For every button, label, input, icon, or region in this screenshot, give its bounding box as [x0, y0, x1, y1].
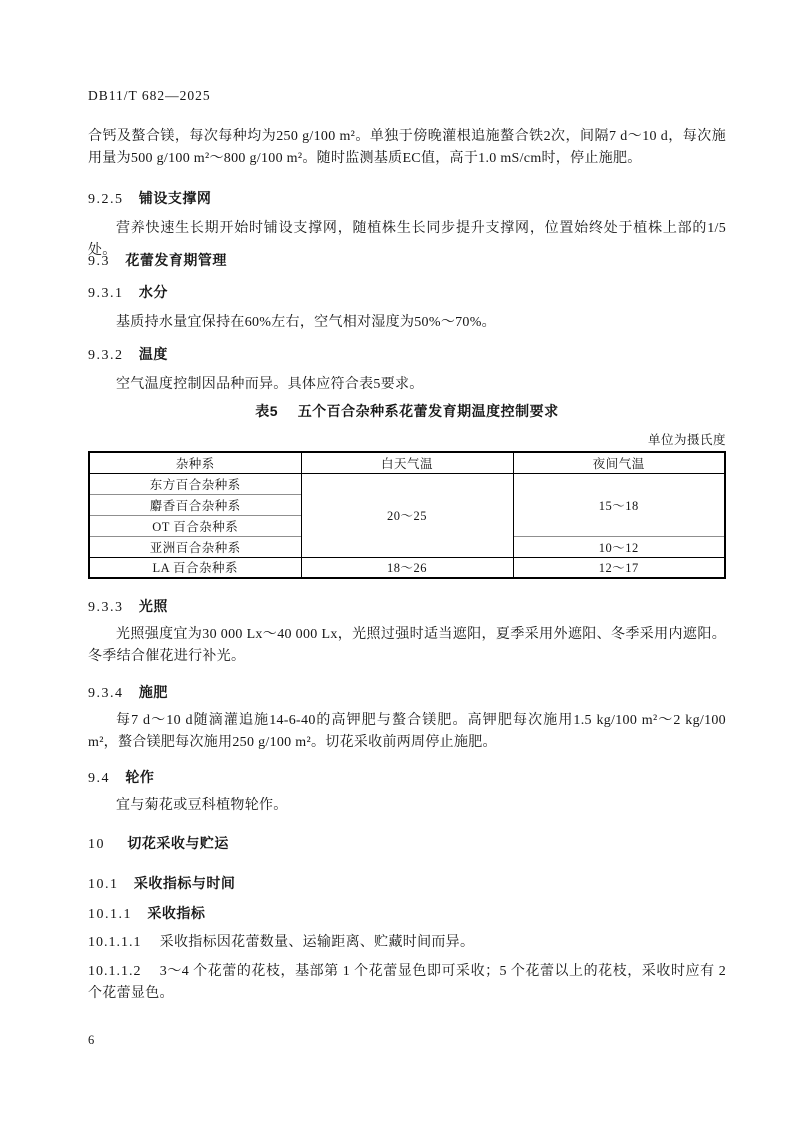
- table-row: [89, 473, 725, 494]
- heading-9-3-3: [88, 597, 726, 617]
- heading-9-4: [88, 768, 726, 788]
- table5-temperature-control: [88, 451, 726, 579]
- standard-number-header: DB11/T 682—2025: [88, 88, 211, 103]
- table-row: [89, 557, 725, 578]
- heading-title: 水分: [138, 284, 168, 300]
- cell-series-longiflorum: 麝香百合杂种系: [89, 494, 301, 515]
- heading-number: 9.3.3: [88, 600, 124, 615]
- cell-day-temp-merged: 20～25: [301, 473, 513, 557]
- paragraph-10-1-1-1: [88, 932, 726, 954]
- heading-number: 9.3.2: [88, 348, 124, 363]
- heading-number: 10: [88, 837, 105, 852]
- heading-number: 9.4: [88, 771, 110, 786]
- heading-number: 9.3: [88, 254, 110, 269]
- clause-number: 10.1.1.1: [88, 935, 142, 950]
- cell-night-temp-merged: 15～18: [513, 473, 725, 536]
- heading-9-3-4: [88, 683, 726, 703]
- paragraph-rotation: 宜与菊花或豆科植物轮作。: [116, 798, 288, 813]
- paragraph-light: 光照强度宜为30 000 Lx～40 000 Lx，光照过强时适当遮阳，夏季采用外遮阳、冬季采用内遮阳。冬季结合催花进行补光。: [88, 627, 726, 664]
- heading-number: 9.3.1: [88, 286, 124, 301]
- heading-title: 铺设支撑网: [138, 190, 212, 206]
- cell-series-oriental: 东方百合杂种系: [89, 473, 301, 494]
- table5-unit-note: 单位为摄氏度: [647, 433, 726, 447]
- cell-series-ot: OT 百合杂种系: [89, 515, 301, 536]
- cell-night-temp-la: 12～17: [513, 557, 725, 578]
- heading-9-2-5: [88, 189, 726, 209]
- heading-title: 轮作: [125, 769, 155, 785]
- clause-number: 10.1.1.2: [88, 964, 142, 979]
- heading-title: 光照: [138, 598, 168, 614]
- heading-10: [88, 834, 726, 854]
- heading-number: 10.1: [88, 877, 119, 892]
- table5-caption: [88, 401, 726, 421]
- paragraph-moisture: 基质持水量宜保持在60%左右，空气相对湿度为50%～70%。: [116, 315, 496, 330]
- heading-9-3-2: [88, 345, 726, 365]
- table5-caption-text: 五个百合杂种系花蕾发育期温度控制要求: [297, 403, 559, 419]
- table5-caption-label: 表5: [255, 403, 279, 419]
- heading-10-1-1: [88, 904, 726, 924]
- cell-series-asiatic: 亚洲百合杂种系: [89, 536, 301, 557]
- paragraph-fertilizer-continuation: 合钙及螯合镁，每次每种均为250 g/100 m²。单独于傍晚灌根追施螯合铁2次，间隔7 d～10 d，每次施用量为500 g/100 m²～800 g/100 m²。随时监测基质EC值，高于1.0 mS/cm时，停止施肥。: [88, 129, 726, 166]
- paragraph-10-1-1-2: [88, 961, 726, 1005]
- heading-title: 花蕾发育期管理: [125, 252, 227, 268]
- table-header-row: [89, 452, 725, 473]
- column-header-hybrid-series: 杂种系: [89, 452, 301, 473]
- heading-number: 9.3.4: [88, 686, 124, 701]
- clause-text: 采收指标因花蕾数量、运输距离、贮藏时间而异。: [159, 935, 475, 950]
- page-number: 6: [88, 1033, 95, 1047]
- cell-series-la: LA 百合杂种系: [89, 557, 301, 578]
- heading-title: 切花采收与贮运: [127, 835, 229, 851]
- heading-title: 采收指标与时间: [133, 875, 236, 891]
- paragraph-fertilization: 每7 d～10 d随滴灌追施14-6-40的高钾肥与螯合镁肥。高钾肥每次施用1.5 kg/100 m²～2 kg/100 m²，螯合镁肥每次施用250 g/100 m²。切花采收前两周停止施肥。: [88, 713, 726, 750]
- heading-9-3: [88, 251, 726, 271]
- clause-text: 3～4 个花蕾的花枝，基部第 1 个花蕾显色即可采收；5 个花蕾以上的花枝，采收时应有 2 个花蕾显色。: [88, 964, 726, 1001]
- heading-9-3-1: [88, 283, 726, 303]
- column-header-day-temp: 白天气温: [301, 452, 513, 473]
- heading-title: 采收指标: [147, 905, 206, 921]
- cell-day-temp-la: 18～26: [301, 557, 513, 578]
- heading-title: 施肥: [138, 684, 168, 700]
- paragraph-support-net: 营养快速生长期开始时铺设支撑网，随植株生长同步提升支撑网，位置始终处于植株上部的1/5处。: [88, 221, 726, 258]
- heading-10-1: [88, 874, 726, 894]
- heading-number: 9.2.5: [88, 192, 124, 207]
- paragraph-temperature: 空气温度控制因品种而异。具体应符合表5要求。: [116, 377, 424, 392]
- column-header-night-temp: 夜间气温: [513, 452, 725, 473]
- heading-title: 温度: [138, 346, 168, 362]
- heading-number: 10.1.1: [88, 907, 132, 922]
- cell-night-temp-asiatic: 10～12: [513, 536, 725, 557]
